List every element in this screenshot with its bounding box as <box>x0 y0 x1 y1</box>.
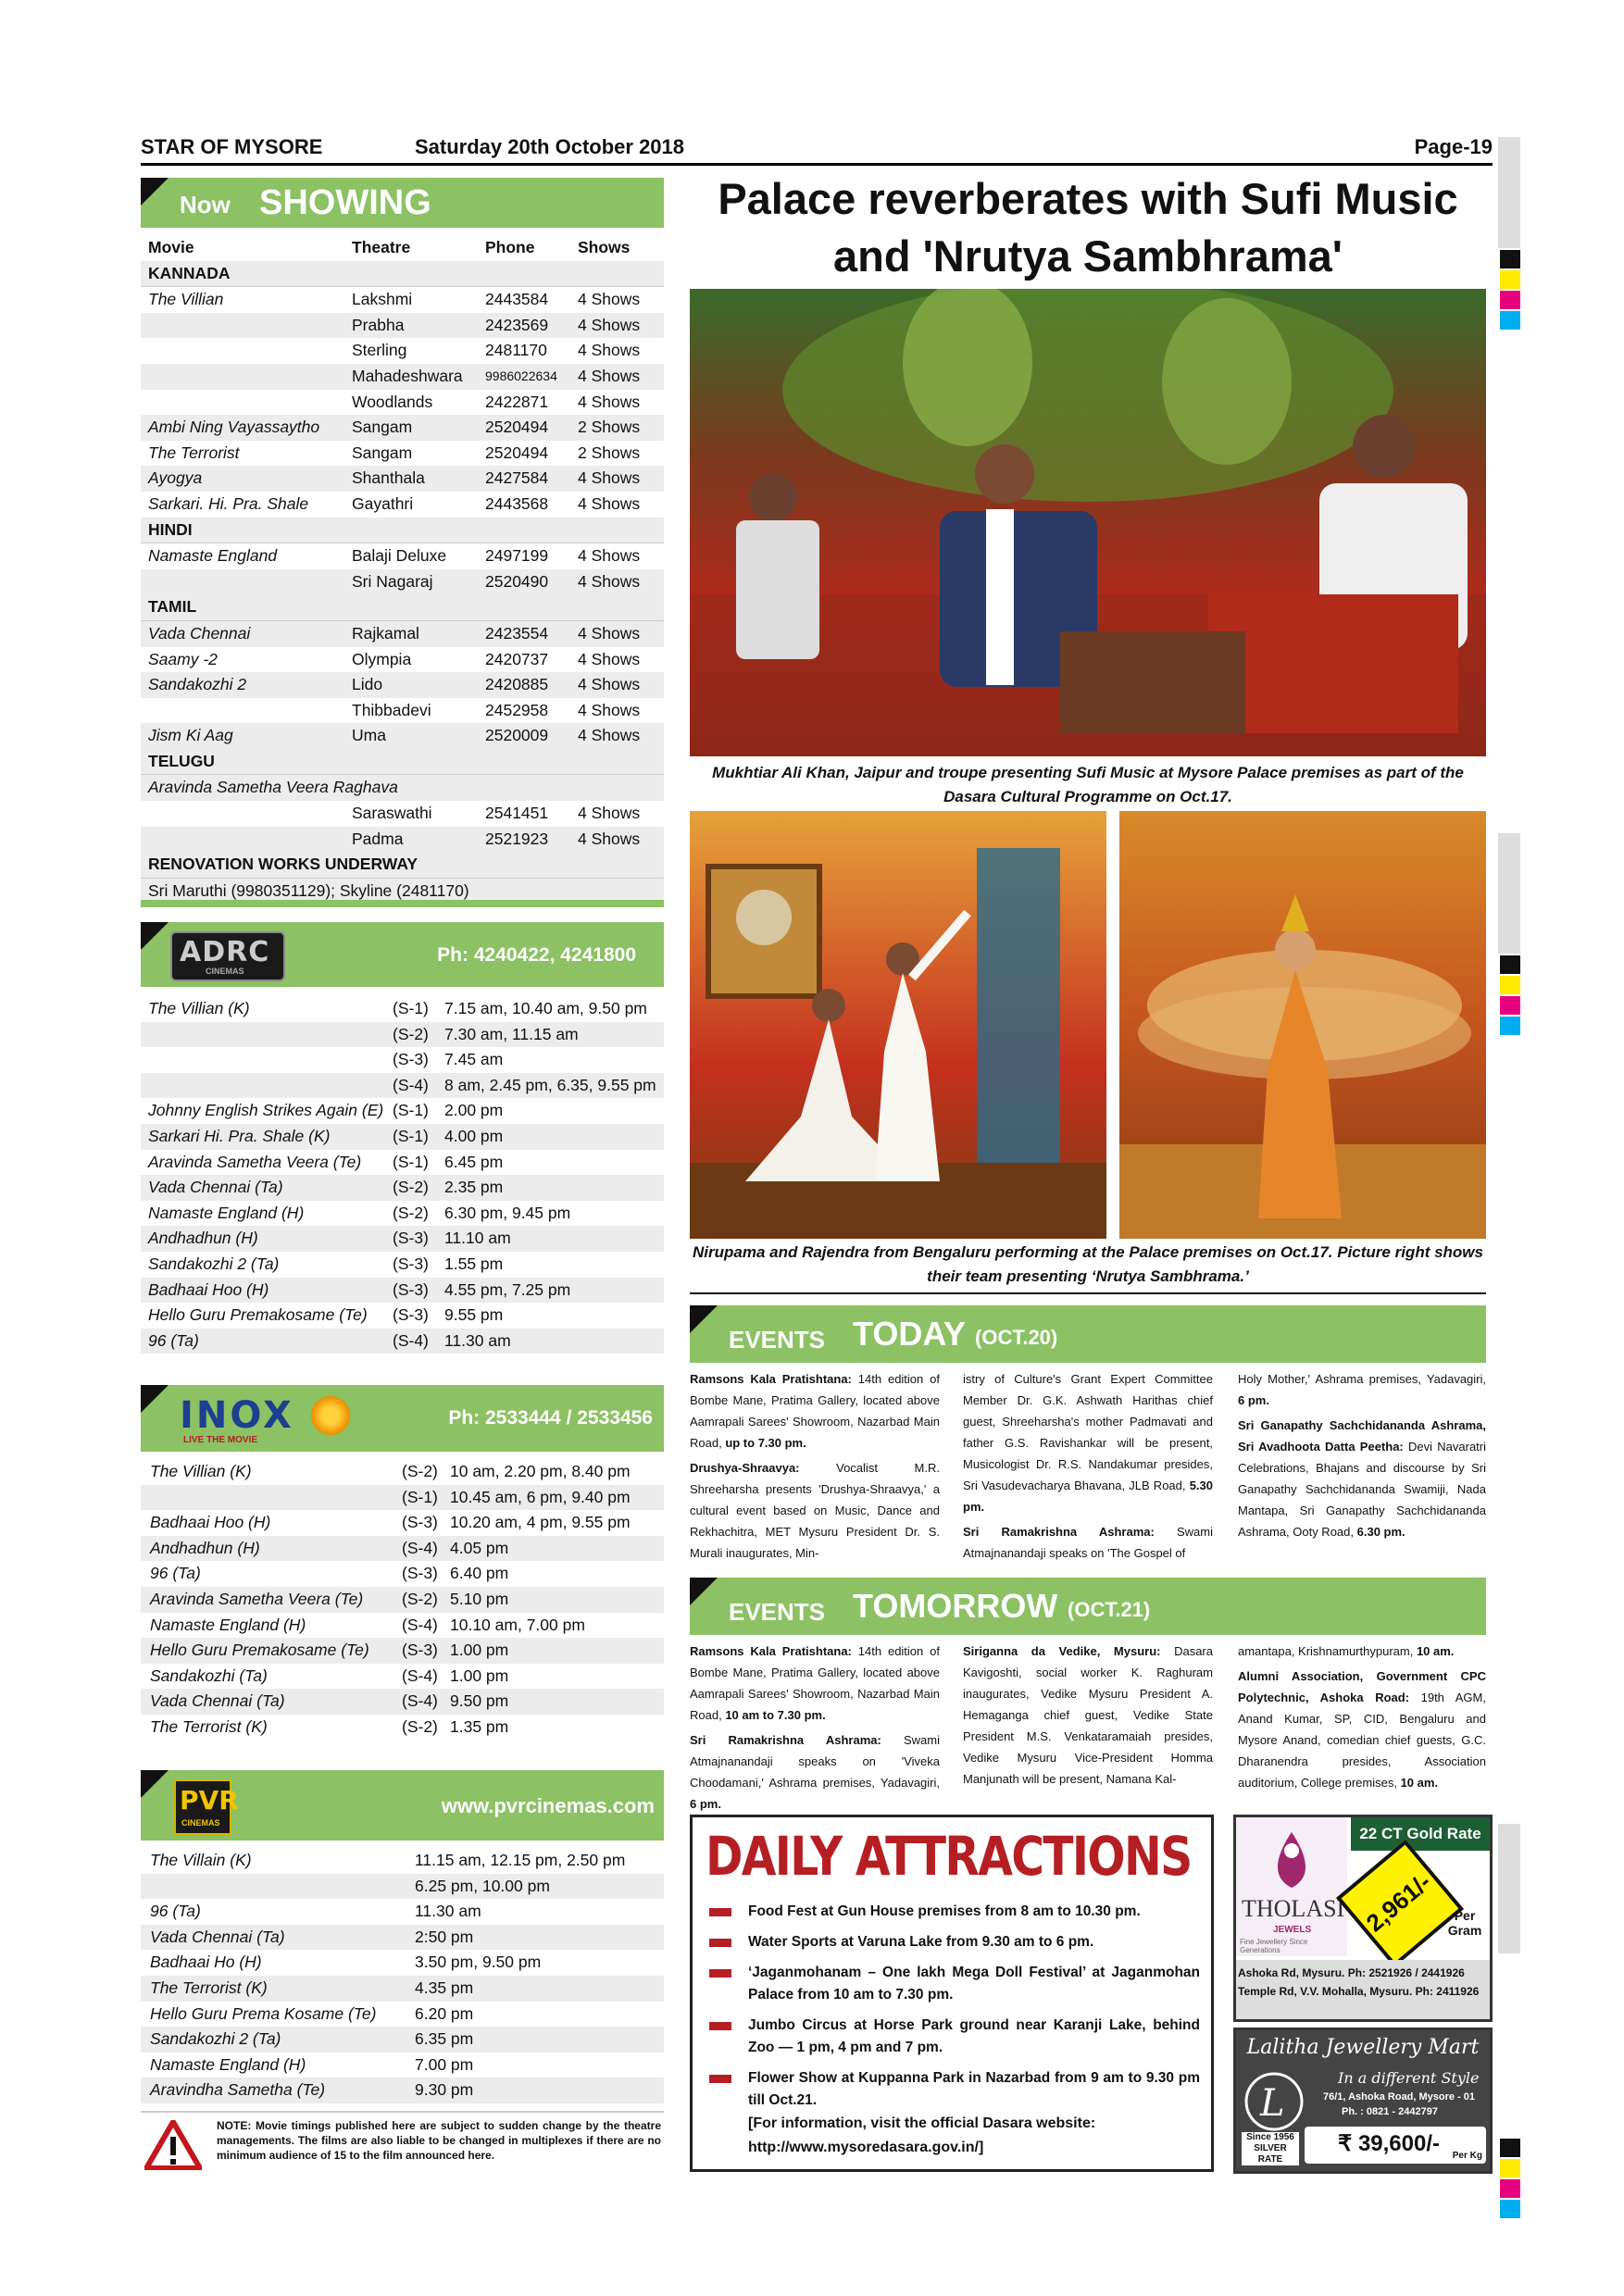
cell-movie: Andhadhun (H) <box>148 1229 258 1248</box>
photo-caption-2: Nirupama and Rajendra from Bengaluru performing at the Palace premises on Oct.17. Picture right shows their team presenting ‘Nrutya Sambhrama.’ <box>693 1243 1483 1285</box>
table-row <box>141 1925 664 1951</box>
cell-movie: 96 (Ta) <box>150 1564 201 1583</box>
cell-times: 4.00 pm <box>444 1126 504 1145</box>
cell-screen: (S-1) <box>402 1487 438 1506</box>
cell-shows: 4 Shows <box>578 392 641 411</box>
table-row <box>141 698 664 724</box>
cell-times: 9.30 pm <box>415 2080 474 2100</box>
cell-times: 6.20 pm <box>415 2003 474 2023</box>
cell-movie: Namaste England <box>148 546 278 566</box>
cell-movie: Vada Chennai <box>148 623 251 643</box>
dance-photo-left <box>690 811 1106 1239</box>
table-row <box>141 1226 664 1252</box>
adrc-banner <box>141 922 664 987</box>
table-row <box>141 287 664 313</box>
cell-phone: 2520494 <box>485 418 549 437</box>
cell-phone: 2521923 <box>485 829 549 848</box>
table-row <box>141 1098 664 1124</box>
table-row <box>141 1638 664 1664</box>
issue-date: Saturday 20th October 2018 <box>415 135 685 158</box>
table-row <box>141 1848 664 1874</box>
table-row <box>141 1899 664 1925</box>
cell-phone: 2423569 <box>485 315 549 334</box>
table-row <box>141 1561 664 1587</box>
cell-movie: HINDI <box>148 519 193 539</box>
cell-screen: (S-3) <box>393 1305 429 1325</box>
table-row <box>141 415 664 441</box>
sufi-music-photo <box>690 289 1486 756</box>
cell-times: 3.50 pm, 9.50 pm <box>415 1953 542 1972</box>
cell-shows: 4 Shows <box>578 341 641 360</box>
cell-times: 6.25 pm, 10.00 pm <box>415 1876 550 1895</box>
attraction-item: ‘Jaganmohanam – One lakh Mega Doll Festival’ at Jaganmohan Palace from 10 am to 7.30 pm. <box>709 1962 1200 2006</box>
cell-times: 1.35 pm <box>450 1716 509 1736</box>
attraction-item: Jumbo Circus at Horse Park ground near Karanji Lake, behind Zoo — 1 pm, 4 pm and 7 pm. <box>709 2015 1200 2059</box>
cell-screen: (S-4) <box>402 1615 438 1634</box>
cell-phone: 2520494 <box>485 443 549 462</box>
events-today-col-2 <box>963 1368 1213 1567</box>
event-item: Siriganna da Vedike, Mysuru: Dasara Kavigoshti, social worker K. Raghuram inaugurates, Vedike Mysuru President A. Hemaganga chief guest, Vedike State President M.S. Venkataramaiah presides, Vedike Mysuru Vice-President Homma Manjunath will be present, Namana Kal- <box>963 1644 1213 1786</box>
cell-theatre: Sangam <box>352 443 413 462</box>
cell-shows: 2 Shows <box>578 443 641 462</box>
cell-times: 9.50 pm <box>450 1691 509 1711</box>
cell-screen: (S-2) <box>402 1589 438 1608</box>
cell-times: 6.35 pm <box>415 2029 474 2049</box>
cell-screen: (S-3) <box>393 1279 429 1299</box>
table-row <box>141 2027 664 2053</box>
daily-attractions-box <box>690 1815 1214 2172</box>
cell-movie: Badhaai Hoo (H) <box>150 1513 271 1532</box>
now-showing-title: SHOWING <box>259 183 431 222</box>
cell-shows: 4 Shows <box>578 571 641 591</box>
dance-photo-right <box>1119 811 1486 1239</box>
tholasi-addresses: Ashoka Rd, Mysuru. Ph: 2521926 / 2441926 Temple Rd, V.V. Mohalla, Mysuru. Ph: 2411926 <box>1236 1960 1490 2019</box>
events-tomorrow-col-1 <box>690 1641 940 1818</box>
attraction-item: Water Sports at Varuna Lake from 9.30 am to 6 pm. <box>709 1931 1200 1953</box>
cell-movie: Sandakozhi 2 (Ta) <box>148 1254 280 1273</box>
attraction-item: Flower Show at Kuppanna Park in Nazarbad from 9 am to 9.30 pm till Oct.21. <box>709 2067 1200 2112</box>
table-row <box>141 1329 664 1354</box>
cell-screen: (S-1) <box>393 1126 429 1145</box>
table-row <box>141 2053 664 2078</box>
cell-movie: The Villian (K) <box>150 1462 252 1480</box>
adrc-phone: Ph: 4240422, 4241800 <box>437 944 636 966</box>
cell-movie: The Terrorist <box>148 443 240 462</box>
cell-times: 10.10 am, 7.00 pm <box>450 1615 585 1634</box>
table-row <box>141 1874 664 1900</box>
cell-phone: 2443584 <box>485 290 549 309</box>
silver-price: ₹ 39,600/- Per Kg <box>1305 2127 1486 2164</box>
events-today-banner: EVENTS TODAY (OCT.20) <box>690 1305 1486 1363</box>
cell-times: 1.55 pm <box>444 1254 504 1273</box>
cell-theatre: Thibbadevi <box>352 700 431 719</box>
cell-movie: Johnny English Strikes Again (E) <box>148 1101 384 1120</box>
daily-attractions-title: DAILY ATTRACTIONS <box>706 1825 1192 1888</box>
table-row <box>141 2002 664 2028</box>
cell-times: 11.30 am <box>444 1330 511 1350</box>
cell-theatre: Sri Nagaraj <box>352 571 433 591</box>
table-row <box>141 1510 664 1536</box>
adrc-logo: ADRC CINEMAS <box>170 931 285 981</box>
tholasi-ad: 22 CT Gold Rate THOLASI JEWELS Fine Jewellery Since Generations 2,961/- Per Gram Ashoka Rd, Mysuru. Ph: 2521926 / 2441926 Temple Rd, V.V. Mohalla, Mysuru. Ph: 2411926 <box>1233 1815 1493 2022</box>
cell-movie: Namaste England (H) <box>148 1203 305 1222</box>
section-row <box>141 749 664 776</box>
cell-phone: 2420885 <box>485 675 549 694</box>
warning-icon <box>144 2120 202 2170</box>
table-row <box>141 723 664 749</box>
table-row <box>141 1536 664 1562</box>
cell-shows: 4 Shows <box>578 366 641 385</box>
cell-theatre: Sangam <box>352 418 413 437</box>
cell-times: 10.20 am, 4 pm, 9.55 pm <box>450 1513 631 1532</box>
cell-shows: 4 Shows <box>578 700 641 719</box>
cell-movie: Ayogya <box>148 468 203 488</box>
col-shows: Shows <box>578 238 631 256</box>
cell-movie: 96 (Ta) <box>148 1330 199 1350</box>
inox-logo: INOX LIVE THE MOVIE <box>174 1394 350 1444</box>
dasara-website-link[interactable]: http://www.mysoredasara.gov.in/] <box>748 2140 984 2155</box>
table-row <box>141 1715 664 1741</box>
cell-times: 8 am, 2.45 pm, 6.35, 9.55 pm <box>444 1075 656 1094</box>
cell-screen: (S-3) <box>402 1564 438 1583</box>
cell-movie: Sarkari Hi. Pra. Shale (K) <box>148 1126 331 1145</box>
table-row <box>141 1664 664 1690</box>
cell-movie: Hello Guru Prema Kosame (Te) <box>150 2003 377 2023</box>
cell-shows: 4 Shows <box>578 315 641 334</box>
cell-movie: Sandakozhi 2 (Ta) <box>150 2029 281 2049</box>
table-row <box>141 801 664 827</box>
inox-phone: Ph: 2533444 / 2533456 <box>448 1407 653 1429</box>
note-text: NOTE: Movie timings published here are subject to sudden change by the theatre managements. The films are also liable to be changed in multiplexes if there are no minimum audience of 15 to the film announced here. <box>217 2119 661 2162</box>
table-row <box>141 1150 664 1176</box>
cell-shows: 4 Shows <box>578 804 641 823</box>
cell-movie: The Villain (K) <box>150 1851 252 1869</box>
cell-screen: (S-4) <box>393 1075 429 1094</box>
table-row <box>141 1278 664 1304</box>
section-row <box>141 594 664 621</box>
tholasi-logo: THOLASI JEWELS Fine Jewellery Since Generations <box>1236 1817 1347 1956</box>
cell-shows: 4 Shows <box>578 493 641 513</box>
cell-times: 4.35 pm <box>415 1978 474 1997</box>
table-row <box>141 775 664 801</box>
cell-phone: 2520009 <box>485 726 549 745</box>
cell-movie: Namaste England (H) <box>150 1615 306 1634</box>
table-row <box>141 492 664 518</box>
cell-screen: (S-3) <box>393 1254 429 1273</box>
table-row <box>141 338 664 364</box>
cell-movie: Sandakozhi (Ta) <box>150 1666 268 1685</box>
event-item: Sri Ramakrishna Ashrama: Swami Atmajnanandaji speaks on 'The Gospel of <box>963 1525 1214 1560</box>
timing-note <box>141 2111 664 2170</box>
event-item: Sri Ganapathy Sachchidananda Ashrama, Sri Avadhoota Datta Peetha: Devi Navaratri Celebrations, Bhajans and discourse by Sri Ganapathy Sachchidananda Swamiji, Nada Mantapa, Sri Ganapathy Sachchidananda Ashrama, Ooty Road, 6.30 pm. <box>1238 1418 1487 1539</box>
cell-movie: Aravinda Sametha Veera (Te) <box>148 1152 362 1171</box>
cell-movie: Namaste England (H) <box>150 2054 306 2074</box>
cell-screen: (S-1) <box>393 999 429 1017</box>
table-row <box>141 390 664 416</box>
cell-times: 11.15 am, 12.15 pm, 2.50 pm <box>415 1851 626 1869</box>
lalitha-ad: Lalitha Jewellery Mart L In a different Style 76/1, Ashoka Road, Mysore - 01 Ph. : 0821 - 2442797 Since 1956 SILVER RATE ₹ 39,600/- Per Kg <box>1233 2028 1493 2174</box>
cell-phone: 2541451 <box>485 804 549 823</box>
cell-phone: 2443568 <box>485 493 549 513</box>
gold-price-badge: 2,961/- <box>1336 1840 1464 1967</box>
cell-phone: 2520490 <box>485 571 549 591</box>
cell-phone: 2427584 <box>485 468 549 488</box>
cell-movie: Saamy -2 <box>148 649 218 668</box>
table-row <box>141 1459 664 1485</box>
cell-times: 11.10 am <box>444 1229 511 1248</box>
event-item: Alumni Association, Government CPC Polytechnic, Ashoka Road: 19th AGM, Anand Kumar, SP, CID, Bengaluru and Mysore Anand, comedian chief guests, G.C. Dharanendra presides, Association auditorium, College premises, 10 am. <box>1238 1669 1486 1790</box>
col-movie: Movie <box>148 238 194 256</box>
events-tomorrow-col-3 <box>1238 1641 1486 1797</box>
cell-phone: 2423554 <box>485 623 549 643</box>
section-row <box>141 261 664 288</box>
events-today-col-3 <box>1238 1368 1486 1546</box>
cell-screen: (S-1) <box>393 1152 429 1171</box>
table-row <box>141 1613 664 1639</box>
rule <box>690 1292 1486 1294</box>
event-item: Drushya-Shraavya: Vocalist M.R. Shreeharsha presents 'Drushya-Shraavya,' a cultural event based on Music, Dance and Rekhachitra, MET Mysuru President Dr. S. Murali inaugurates, Min- <box>690 1461 940 1560</box>
table-row <box>141 569 664 595</box>
cell-theatre: Prabha <box>352 315 405 334</box>
cell-movie: Ambi Ning Vayassaytho <box>148 418 320 437</box>
cell-screen: (S-2) <box>393 1024 429 1043</box>
pvr-logo: PVR CINEMAS <box>174 1779 231 1835</box>
cell-movie: RENOVATION WORKS UNDERWAY <box>148 855 418 874</box>
table-row <box>141 543 664 569</box>
table-row <box>141 1252 664 1278</box>
cell-movie: Sarkari. Hi. Pra. Shale <box>148 493 309 513</box>
col-theatre: Theatre <box>352 238 411 256</box>
cell-movie: KANNADA <box>148 263 231 282</box>
cell-screen: (S-4) <box>393 1330 429 1350</box>
event-item: Sri Ramakrishna Ashrama: Swami Atmajnanandaji speaks on 'Viveka Choodamani,' Ashrama premises, Yadavagiri, 6 pm. <box>690 1733 941 1811</box>
cell-shows: 4 Shows <box>578 675 641 694</box>
cell-times: 9.55 pm <box>444 1305 504 1325</box>
daily-attractions-list <box>709 1901 1200 2120</box>
cell-theatre: Gayathri <box>352 493 414 513</box>
cell-times: 7.45 am <box>444 1050 504 1069</box>
cell-screen: (S-2) <box>402 1462 438 1480</box>
lalitha-logo <box>1242 2069 1306 2134</box>
article-headline: Palace reverberates with Sufi Music and 'Nrutya Sambhrama' <box>718 174 1458 281</box>
cell-movie: 96 (Ta) <box>150 1902 201 1921</box>
cell-phone: 9986022634 <box>485 368 557 383</box>
page-header <box>141 130 1493 166</box>
pvr-banner <box>141 1770 664 1841</box>
cell-times: 6.40 pm <box>450 1564 509 1583</box>
cell-phone: 2481170 <box>485 341 547 360</box>
cell-screen: (S-1) <box>393 1101 429 1120</box>
cell-theatre: Shanthala <box>352 468 425 488</box>
section-divider <box>141 900 664 907</box>
adrc-showtimes <box>141 996 664 1354</box>
cell-movie: Sandakozhi 2 <box>148 675 247 694</box>
event-item: Ramsons Kala Pratishtana: 14th edition of Bombe Mane, Pratima Gallery, located above Aamrapali Sarees' Showroom, Nazarbad Main Road, 10 am to 7.30 pm. <box>690 1644 940 1722</box>
cell-movie: The Terrorist (K) <box>150 1716 268 1736</box>
table-row <box>141 827 664 853</box>
photo-caption-1: Mukhtiar Ali Khan, Jaipur and troupe presenting Sufi Music at Mysore Palace premises as part of the Dasara Cultural Programme on Oct.17. <box>712 764 1464 805</box>
cell-movie: Badhaai Ho (H) <box>150 1953 262 1972</box>
cell-movie: The Villian <box>148 290 224 309</box>
table-row <box>141 2078 664 2103</box>
table-row <box>141 1303 664 1329</box>
table-row <box>141 1976 664 2002</box>
svg-text:L: L <box>1260 2082 1285 2125</box>
page-number: Page-19 <box>1414 135 1493 158</box>
events-today-col-1 <box>690 1368 940 1567</box>
event-item: Ramsons Kala Pratishtana: 14th edition of Bombe Mane, Pratima Gallery, located above Aamrapali Sarees' Showroom, Nazarbad Main Road, up to 7.30 pm. <box>690 1372 940 1450</box>
table-row <box>141 672 664 698</box>
table-row <box>141 441 664 467</box>
section-row <box>141 518 664 544</box>
event-item: istry of Culture's Grant Expert Committee Member Dr. G.K. Ashwath Harithas chief guest, Shreeharsha's mother Padmavati and father G.S. Ravishankar will be present, Musicologist Dr. R.S. Nandakumar presides, Sri Vasudevacharya Bhavana, JLB Road, 5.30 pm. <box>963 1372 1213 1514</box>
table-row <box>141 1950 664 1976</box>
cell-screen: (S-2) <box>402 1716 438 1736</box>
now-showing-banner <box>141 178 664 228</box>
cell-times: 10 am, 2.20 pm, 8.40 pm <box>450 1462 631 1480</box>
cell-screen: (S-3) <box>393 1229 429 1248</box>
cell-screen: (S-4) <box>402 1691 438 1711</box>
cell-movie: Vada Chennai (Ta) <box>150 1691 285 1711</box>
cell-times: 1.00 pm <box>450 1666 509 1685</box>
gold-rate-header: 22 CT Gold Rate <box>1351 1817 1490 1851</box>
cell-theatre: Lido <box>352 675 383 694</box>
cell-screen: (S-2) <box>393 1178 429 1197</box>
cell-times: 7.30 am, 11.15 am <box>444 1024 579 1043</box>
table-row <box>141 1587 664 1613</box>
table-row <box>141 647 664 673</box>
table-row <box>141 1175 664 1201</box>
dasara-info: [For information, visit the official Dasara website: http://www.mysoredasara.gov.in/] <box>748 2112 1095 2160</box>
cell-screen: (S-4) <box>402 1666 438 1685</box>
cell-screen: (S-2) <box>393 1203 429 1222</box>
cell-shows: 4 Shows <box>578 726 641 745</box>
now-showing-title-small: Now <box>180 191 231 218</box>
cell-times: 2.00 pm <box>444 1101 504 1120</box>
now-showing-table <box>141 235 664 904</box>
cell-shows: 4 Shows <box>578 290 641 309</box>
cell-times: 11.30 am <box>415 1902 481 1921</box>
col-phone: Phone <box>485 238 535 256</box>
table-row <box>141 1124 664 1150</box>
pvr-website[interactable]: www.pvrcinemas.com <box>441 1794 655 1817</box>
cell-phone: 2497199 <box>485 546 549 566</box>
cell-movie: Hello Guru Premakosame (Te) <box>150 1641 369 1660</box>
cell-shows: 2 Shows <box>578 418 641 437</box>
cell-times: 4.05 pm <box>450 1538 509 1557</box>
cell-movie: Vada Chennai (Ta) <box>150 1927 285 1946</box>
cell-times: 7.15 am, 10.40 am, 9.50 pm <box>444 999 647 1017</box>
cell-theatre: Uma <box>352 726 386 745</box>
cell-movie: The Terrorist (K) <box>150 1978 268 1997</box>
cell-movie: Andhadhun (H) <box>150 1538 260 1557</box>
table-row <box>141 621 664 647</box>
cell-times: 6.30 pm, 9.45 pm <box>444 1203 571 1222</box>
cell-theatre: Sterling <box>352 341 407 360</box>
cell-times: 2:50 pm <box>415 1927 474 1946</box>
cell-theatre: Padma <box>352 829 404 848</box>
cell-movie: TAMIL <box>148 597 197 617</box>
cell-times: 5.10 pm <box>450 1589 509 1608</box>
cell-screen: (S-3) <box>393 1050 429 1069</box>
cell-movie: TELUGU <box>148 751 215 770</box>
cell-theatre: Mahadeshwara <box>352 366 463 385</box>
table-row <box>141 996 664 1022</box>
cell-times: 7.00 pm <box>415 2054 474 2074</box>
section-row <box>141 852 664 879</box>
inox-banner <box>141 1385 664 1452</box>
table-row <box>141 1201 664 1227</box>
cell-theatre: Balaji Deluxe <box>352 546 447 566</box>
cell-times: 1.00 pm <box>450 1641 509 1660</box>
cell-movie: Sri Maruthi (9980351129); Skyline (2481170) <box>148 880 469 900</box>
events-tomorrow-col-2 <box>963 1641 1213 1793</box>
cell-movie: Vada Chennai (Ta) <box>148 1178 283 1197</box>
cell-phone: 2420737 <box>485 649 549 668</box>
table-row <box>141 1073 664 1099</box>
table-row <box>141 1047 664 1073</box>
table-row <box>141 364 664 390</box>
events-tomorrow-banner: EVENTS TOMORROW (OCT.21) <box>690 1578 1486 1635</box>
cell-phone: 2452958 <box>485 700 549 719</box>
table-row <box>141 313 664 339</box>
cell-theatre: Woodlands <box>352 392 433 411</box>
table-header <box>141 235 664 261</box>
pvr-showtimes <box>141 1848 664 2103</box>
cell-theatre: Rajkamal <box>352 623 419 643</box>
cell-times: 10.45 am, 6 pm, 9.40 pm <box>450 1487 631 1506</box>
cell-theatre: Lakshmi <box>352 290 413 309</box>
cell-movie: Aravinda Sametha Veera Raghava <box>148 778 398 797</box>
table-row <box>141 1689 664 1715</box>
cell-movie: Hello Guru Premakosame (Te) <box>148 1305 368 1325</box>
table-row <box>141 1022 664 1048</box>
cell-screen: (S-3) <box>402 1641 438 1660</box>
inox-showtimes <box>141 1459 664 1741</box>
cell-movie: Badhaai Hoo (H) <box>148 1279 269 1299</box>
publication-name: STAR OF MYSORE <box>141 135 323 158</box>
cell-times: 4.55 pm, 7.25 pm <box>444 1279 571 1299</box>
cell-shows: 4 Shows <box>578 468 641 488</box>
cell-screen: (S-4) <box>402 1538 438 1557</box>
cell-times: 6.45 pm <box>444 1152 504 1171</box>
cell-phone: 2422871 <box>485 392 549 411</box>
cell-movie: Jism Ki Aag <box>148 726 233 745</box>
cell-times: 2.35 pm <box>444 1178 504 1197</box>
cell-movie: Aravinda Sametha Veera (Te) <box>150 1589 364 1608</box>
event-item: Holy Mother,' Ashrama premises, Yadavagiri, 6 pm. <box>1238 1372 1486 1407</box>
lalitha-brand: Lalitha Jewellery Mart <box>1246 2036 1480 2059</box>
cell-shows: 4 Shows <box>578 829 641 848</box>
table-row <box>141 1485 664 1511</box>
cell-movie: Aravindha Sametha (Te) <box>150 2080 326 2100</box>
table-row <box>141 466 664 492</box>
cell-theatre: Saraswathi <box>352 804 432 823</box>
cell-screen: (S-3) <box>402 1513 438 1532</box>
cell-theatre: Olympia <box>352 649 412 668</box>
cell-shows: 4 Shows <box>578 623 641 643</box>
event-item: amantapa, Krishnamurthypuram, 10 am. <box>1238 1644 1455 1658</box>
cell-shows: 4 Shows <box>578 546 641 566</box>
attraction-item: Food Fest at Gun House premises from 8 am to 10.30 pm. <box>709 1901 1200 1923</box>
cell-movie: The Villian (K) <box>148 999 250 1017</box>
cell-shows: 4 Shows <box>578 649 641 668</box>
